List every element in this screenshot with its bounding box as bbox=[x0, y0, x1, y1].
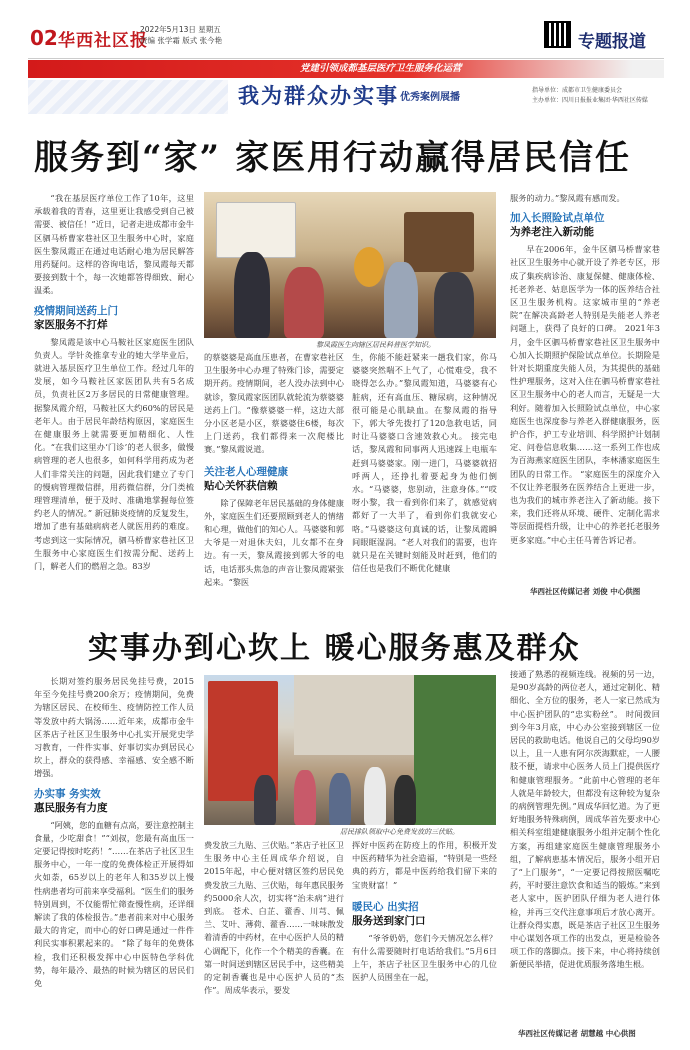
article1-col4-top: 服务的动力。”黎凤霞有感而发。 bbox=[510, 193, 625, 203]
article2-col1 bbox=[34, 675, 194, 1045]
article1-col1 bbox=[34, 192, 194, 590]
article2-col4 bbox=[510, 668, 660, 1024]
banner-kicker: 党建引领成都基层医疗卫生服务化运营 bbox=[300, 63, 462, 74]
article1-col2-body2: 除了保障老年居民基础的身体健康外，家庭医生们还要照顾到老人的情绪和心理，做他们的知心人。马婆婆和郭大爷是一对退休夫妇，儿女都不在身边。有一天，黎凤霞接到郭大爷的电话，电话那头焦急的声音让黎凤霞紧张起来。“黎医 bbox=[204, 497, 344, 587]
article2-col2-body: 费发放三九贴、三伏贴。”茶店子社区卫生服务中心主任周成华介绍说，自2015年起，中心便对辖区签约居民免费发放三九贴、三伏贴，每年惠民服务约5000余人次，切实将“治未病”进行到底。 苍术、白芷、藿香、川芎、佩兰、艾叶、薄荷、藿香……一味味散发着清香的中药材，在中心医护人员的精心调配下，化作一个个精美的香囊。在第一时间送到辖区居民手中，这些精美的定制香囊也是中心医护人员的“杰作”。周成华表示，要发 bbox=[204, 840, 344, 996]
article2-col2 bbox=[204, 839, 344, 1044]
article1-col3-body: 生，你能不能赶紧来一趟我们家，你马婆婆突然喘不上气了，心慌难受，我不晓得怎么办。”黎凤霞知道，马婆婆有心脏病，还有高血压、糖尿病，这种情况很可能是心肌缺血。在黎凤霞的指导下，郭大爷先拨打了120急救电话，同时让马婆婆口含速效救心丸。 接完电话，黎凤霞和同事两人迅速踩上电瓶车赶到马婆婆家。刚一进门，马婆婆就招呼两人，还挣扎着要起身为他们倒水。“马婆婆，您别动，注意身体。”“哎呀小黎，我一看到你们来了，就感觉病都好了一大半了，看到你们我就安心咯。”马婆婆这句真诚的话，让黎凤霞瞬间眼眶湿润。“老人对我们的需要，也许就只是在关键时刻能及时赶到，他们的信任也是我们不断优化健康 bbox=[352, 352, 497, 574]
banner-credits bbox=[532, 86, 648, 106]
a2-subhead2-line1: 暖民心 出实招 bbox=[352, 900, 419, 913]
article1-subhead1 bbox=[34, 304, 194, 332]
article2-col3 bbox=[352, 839, 497, 1044]
article1-photo bbox=[204, 192, 496, 338]
article2-col1-body2: “阿姨，您的血糖有点高，要注意控制主食量，少吃甜食！”“刘叔，您最有高血压一定要记得按时吃药！”……在茶店子社区卫生服务中心，一年一度的免费体检正开展得如火如荼，65岁以上的老年人和35岁以上慢性病患者均可前来享受福利。“医生们的服务特别周到，不仅能帮忙筛查慢性病，还详细解读了我的体检报告。”患者前来对中心服务最大的肯定，而中心的好口碑是通过一件件利民实事积累起来的。 “除了每年的免费体检，我们还积极发挥中心中医特色学科优势，每年最冷、最热的时候为辖区的居民们免 bbox=[34, 819, 194, 989]
article2-col1-body: 长期对签约服务居民免挂号费，2015年至今免挂号费200余万；疫情期间，免费为辖区居民、在校师生、疫情防控工作人员等发放中药大锅汤……近年来，成都市金牛区茶店子社区卫生服务中心扎实开展党史学习教育，一件件实事、好事切实办到居民心坎上，群众的获得感、幸福感、安全感不断增强。 bbox=[34, 676, 194, 779]
subhead1-line1: 疫情期间送药上门 bbox=[34, 304, 118, 317]
banner-title: 我为群众办实事 bbox=[238, 84, 399, 108]
article1-subhead3 bbox=[510, 211, 660, 239]
banner-host: 主办单位：四川日报报业集团·华西社区传媒 bbox=[532, 97, 648, 104]
a2-subhead1-line2: 惠民服务有力度 bbox=[34, 801, 108, 814]
article2-col3-body2: “爷爷奶奶，您们今天情况怎么样？有什么需要随时打电话给我们。”5月6日上午，茶店子社区卫生服务中心的几位医护人员围坐在一起， bbox=[352, 932, 497, 983]
banner-subtitle: 优秀案例展播 bbox=[400, 92, 460, 103]
qr-code-icon bbox=[544, 21, 571, 48]
article2-photo bbox=[204, 675, 496, 825]
article1-col3 bbox=[352, 351, 497, 591]
subhead2-line1: 关注老人心理健康 bbox=[204, 465, 288, 478]
article1-intro: “我在基层医疗单位工作了10年，这里承载着我的青春，这里更让我感受到自己被需要、被信任！”近日，记者走进成都市金牛区驷马桥曹家巷社区卫生服务中心时，家庭医生黎凤霞正在通过电话耐心地为居民解答用药疑问。这样的咨询电话，黎凤霞每天都要接到数十个，每一次她都答得细致、耐心温柔。 bbox=[34, 193, 194, 296]
section-title: 专题报道 bbox=[578, 32, 646, 52]
article2-subhead2 bbox=[352, 900, 497, 928]
subhead3-line2: 为养老注入新动能 bbox=[510, 226, 594, 239]
article1-headline: 服务到“家” 家医用行动赢得居民信任 bbox=[34, 138, 631, 178]
article1-photo-caption: 黎凤霞医生向辖区居民科普医学知识。 bbox=[316, 341, 435, 349]
article2-col4-body: 接通了熟悉的视频连线。视频的另一边，是90岁高龄的两位老人，通过定制化、精细化、全方位的服务，老人一家已然成为中心医护团队的“忠实粉丝”。 时间拨回到今年3月底，中心办公室接到辖区一位居民的救助电话。他说自己的父母均90岁以上，且一人患有阿尔茨海默症，一人腰肢不便，请求中心医务人员上门提供医疗和健康管理服务。“此前中心管理的老年人就是年龄较大，但都没有这种较为复杂的病例管理先例。”周成华回忆道。为了更好地服务特殊病例，周成华首先要求中心相关科室组建健康服务小组并定制个性化方案，再组建家庭医生健康管理服务小组，了解病患基本情况后，服务小组开启了“上门服务”，“一定要记得按照医嘱吃药，平时要注意饮食和适当的锻炼。”来到老人家中，医护团队仔细为老人进行体检，并再三交代注意事项后才放心离开。 让群众得实惠，既是茶店子社区卫生服务中心谋划各项工作的出发点，更是检验各项工作的落脚点。接下来，中心将持续创新便民举措，促进优质服务落地生根。 bbox=[510, 669, 660, 970]
article1-col1-body: 黎凤霞是该中心马鞍社区家庭医生团队负责人。学针灸推拿专业的她大学毕业后，就进入基层医疗卫生单位工作。经过几年的发展，如今马鞍社区家医团队共有5名成员，负责社区2万多居民的日常健康管理。据黎凤霞介绍，马鞍社区大约60%的居民是老年人。由于居民年龄结构原因，家庭医生在健康服务上就需要更加精细化、人性化。“在我们这里办‘门诊’的老人很多，做慢病管理的老人也很多，如何科学用药成为老人们非常关注的问题，因此我们建立了专门的慢病管理微信群，用药微信群，分门类梳理管理清单，便于及时、准确地掌握每位签约老人的情况。” 新冠肺炎疫情的反复发生，增加了患有基础病病老人就医用药的难度。考虑到这一实际情况，驷马桥曹家巷社区卫生服务中心家庭医生们按需分配、送药上门，解老人们的燃眉之急。83岁 bbox=[34, 336, 194, 572]
issue-editors: 责编 张学霜 版式 张今艳 bbox=[140, 36, 223, 45]
article1-col2-body: 的蔡婆婆是高血压患者，在曹家巷社区卫生服务中心办理了特殊门诊，需要定期开药。疫情期间，老人没办法到中心就诊，黎凤霞家医团队就轮流为蔡婆婆送药上门。“像蔡婆婆一样，这边大部分小区老是小区，蔡婆婆住6楼，每次上门送药，我们都得来一次爬楼比赛。”黎凤霞说道。 bbox=[204, 352, 344, 455]
a2-subhead1-line1: 办实事 务实效 bbox=[34, 787, 101, 800]
issue-date: 2022年5月13日 星期五 bbox=[140, 25, 221, 34]
subhead3-line1: 加入长照险试点单位 bbox=[510, 212, 605, 225]
article1-col2 bbox=[204, 351, 344, 591]
subhead2-line2: 贴心关怀获信赖 bbox=[204, 479, 278, 492]
banner-guide: 指导单位：成都市卫生健康委员会 bbox=[532, 87, 623, 94]
article1-col4-body: 早在2006年，金牛区驷马桥曹家巷社区卫生服务中心就开设了养老专区，形成了集疾病诊治、康复保健、健康体检、托老养老、姑息医学为一体的医养结合社区卫生服务机构。这家城市里的“养老院”在解决高龄老人特别是失能老人养老问题上，获得了良好的口碑。 2021年3月，金牛区驷马桥曹家巷社区卫生服务中心加入长期照护保险试点单位。长期险是针对长期重度失能人员，为其提供的基础性护理服务，这对入住在驷马桥曹家巷社区卫生服务中心的老人而言，无疑是一大利好。随着加入长照险试点单位，中心家庭医生也深度参与养老入群健康服务，医护合作，护工专业培训、科学照护计划制定、问卷信息收集……这一系列工作也成为百海燕家庭医生团队，李林潘家庭医生团队的日常工作。 “家庭医生的深度介入不仅让养老服务在医养结合上更进一步，也为我们的城市养老注入了新动能。接下来，我们还将从环境、硬件、定制化需求等层面提档升级，让中心的养老托老服务更多家庭。”中心主任马菁告诉记者。 bbox=[510, 244, 660, 545]
article2-col3-body: 挥好中医药在防疫上的作用，积极开发中医药精华为社会造福，“特别是一些经典的药方，都是中医药给我们留下来的宝贵财富！” bbox=[352, 840, 497, 890]
a2-subhead2-line2: 服务送到家门口 bbox=[352, 914, 426, 927]
article1-signature: 华西社区传媒记者 刘俊 中心供图 bbox=[530, 587, 641, 596]
article1-subhead2 bbox=[204, 465, 344, 493]
article2-photo-caption: 居民排队领取中心免费发放的三伏贴。 bbox=[340, 828, 459, 836]
subhead1-line2: 家医服务不打烊 bbox=[34, 318, 108, 331]
issue-meta bbox=[140, 24, 222, 46]
page-number: 02 bbox=[30, 26, 58, 50]
banner-decoration bbox=[28, 80, 228, 114]
paper-logo: 华西社区报 bbox=[58, 31, 148, 51]
article2-headline: 实事办到心坎上 暖心服务惠及群众 bbox=[88, 631, 581, 666]
article2-subhead1 bbox=[34, 787, 194, 815]
article1-col4 bbox=[510, 192, 660, 584]
article2-signature: 华西社区传媒记者 胡慧越 中心供图 bbox=[518, 1029, 636, 1038]
